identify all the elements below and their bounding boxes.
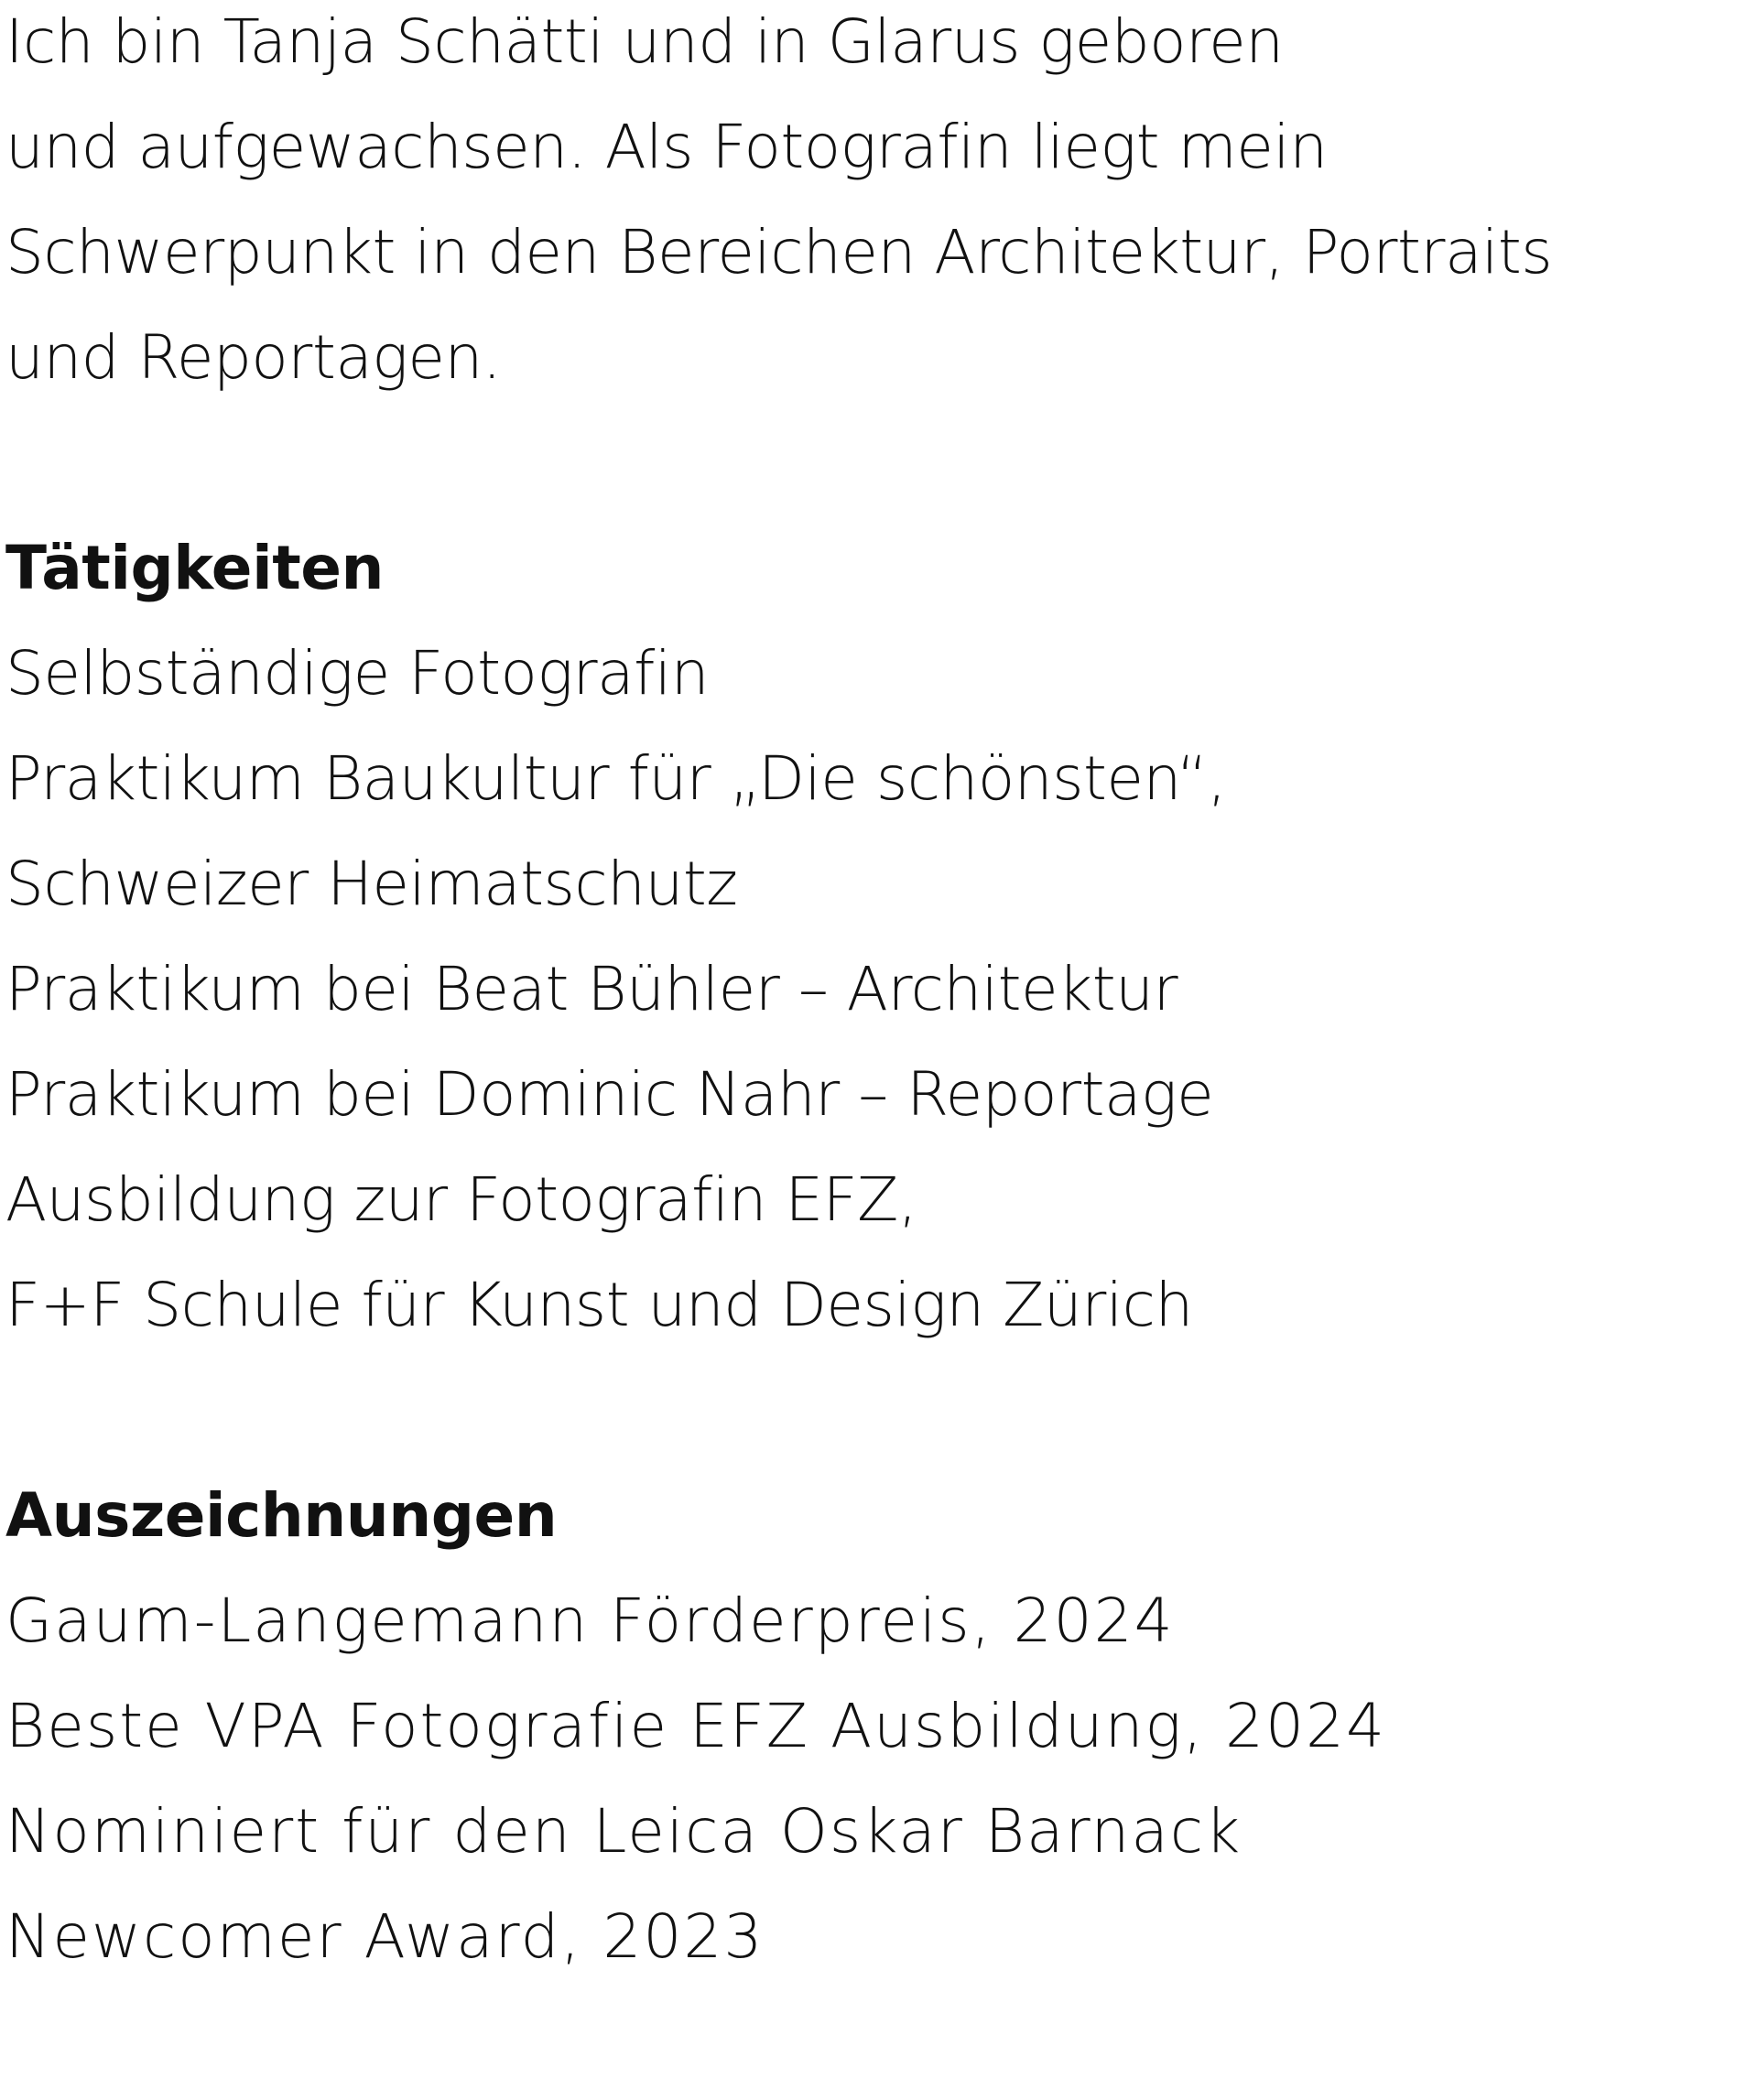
award-item: Gaum-Langemann Förderpreis, 2024 [5, 1586, 1175, 1656]
activity-item: Selbständige Fotografin [5, 638, 710, 709]
activity-item: Schweizer Heimatschutz [5, 849, 738, 919]
bio-content [5, 0, 1745, 1989]
intro-line: Schwerpunkt in den Bereichen Architektur, Portraits [5, 217, 1553, 287]
activity-item: Praktikum bei Dominic Nahr – Reportage [5, 1059, 1214, 1130]
activity-item: Praktikum bei Beat Bühler – Architektur [5, 954, 1178, 1024]
activity-item: Praktikum Baukultur für „Die schönsten“, [5, 743, 1227, 814]
activities-heading: Tätigkeiten [5, 533, 384, 603]
award-item: Beste VPA Fotografie EFZ Ausbildung, 2024 [5, 1691, 1386, 1761]
activity-item: Ausbildung zur Fotografin EFZ, [5, 1164, 917, 1235]
award-item: Newcomer Award, 2023 [5, 1901, 765, 1972]
awards-section [5, 1463, 1745, 1989]
intro-line: und Reportagen. [5, 322, 502, 393]
activities-section [5, 515, 1745, 1358]
intro-line: und aufgewachsen. Als Fotografin liegt mein [5, 112, 1328, 182]
activity-item: F+F Schule für Kunst und Design Zürich [5, 1270, 1193, 1340]
awards-list [5, 1568, 1745, 1989]
intro-line: Ich bin Tanja Schätti und in Glarus geboren [5, 6, 1284, 77]
activities-list [5, 621, 1745, 1358]
awards-heading: Auszeichnungen [5, 1480, 558, 1551]
award-item: Nominiert für den Leica Oskar Barnack [5, 1796, 1243, 1867]
intro-paragraph [5, 0, 1745, 410]
